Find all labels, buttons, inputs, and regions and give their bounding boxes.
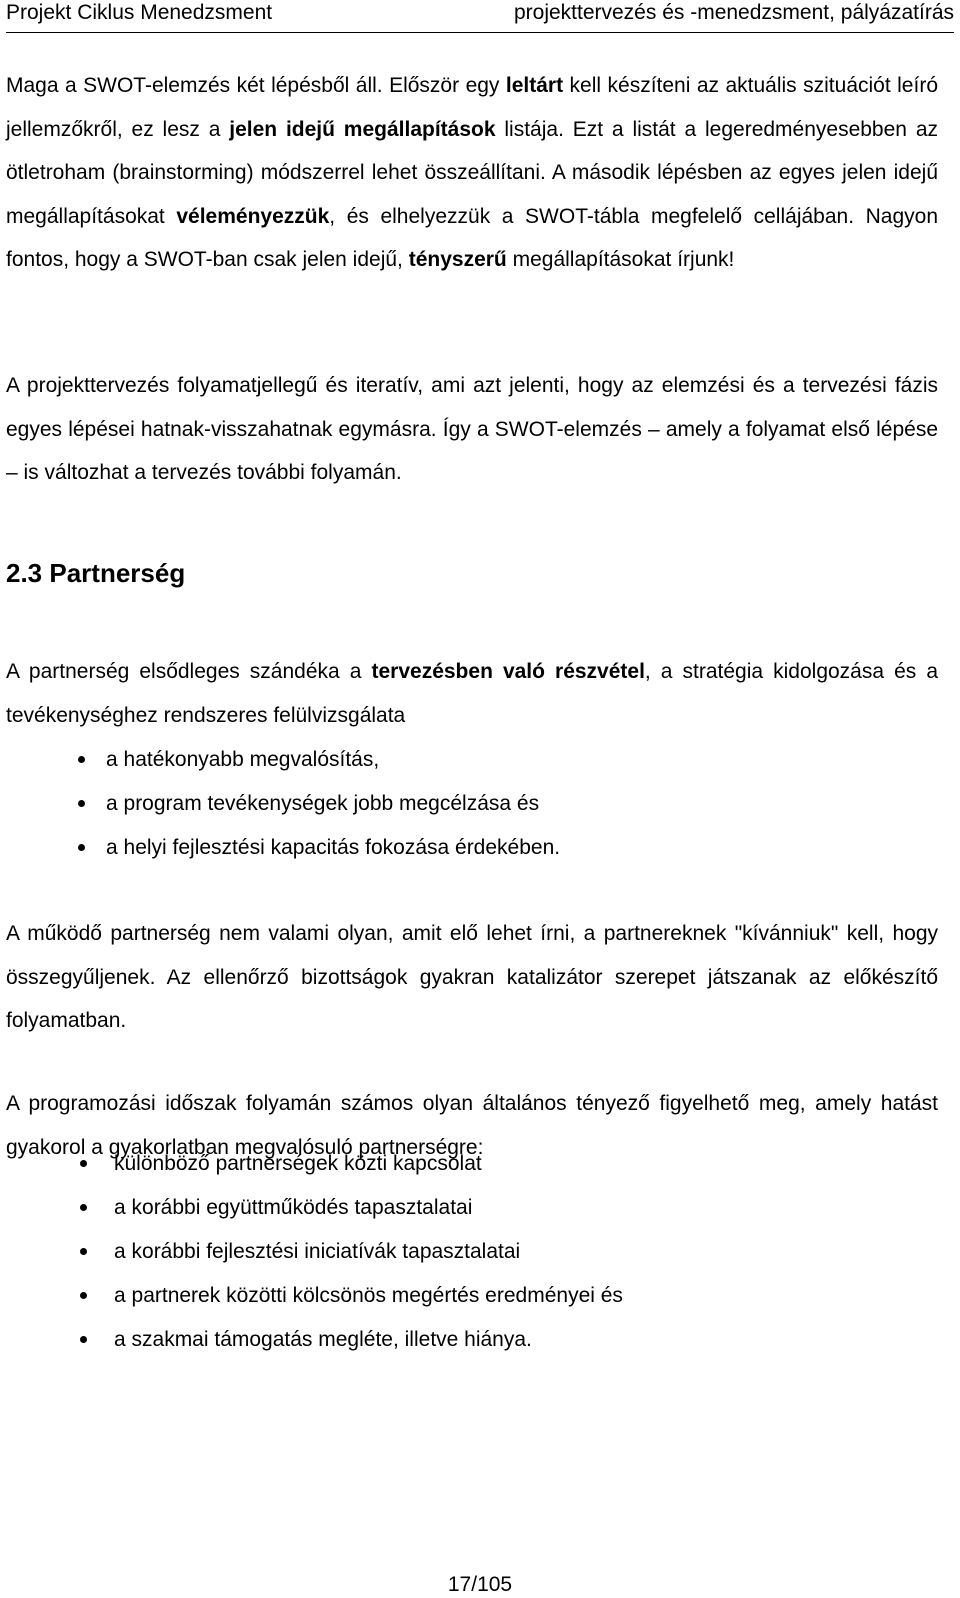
- list-item-text: a helyi fejlesztési kapacitás fokozása érdekében.: [106, 836, 561, 859]
- emphasis-jelen-ideju: jelen idejű megállapítások: [229, 117, 496, 141]
- text-run: , és elhelyezzük a SWOT-tábla megfelelő cellájában. Nagyon fontos, hogy a SWOT-ban csak jelen idejű,: [6, 204, 938, 271]
- text-run: Maga a SWOT-elemzés két lépésből áll. Először egy: [6, 74, 506, 97]
- paragraph-programming-period: A programozási időszak folyamán számos olyan általános tényező figyelhető meg, amely hatást gyakorol a gyakorlatban megvalósuló partnerségre:: [6, 1092, 938, 1159]
- list-item: [78, 782, 560, 826]
- bullet-icon: [78, 800, 85, 807]
- list-item: [78, 1186, 623, 1230]
- list-item: [78, 1142, 623, 1186]
- bullet-icon: [80, 1292, 87, 1299]
- page-number: 17/105: [447, 1573, 513, 1596]
- list-item-text: a korábbi együttműködés tapasztalatai: [114, 1196, 473, 1219]
- list-item-text: a program tevékenységek jobb megcélzása és: [106, 792, 540, 815]
- paragraph-iterative-planning: A projekttervezés folyamatjellegű és iteratív, ami azt jelenti, hogy az elemzési és a tervezési fázis egyes lépései hatnak-visszahatnak egymásra. Így a SWOT-elemzés – amely a folyamat első lépése – is változhat a tervezés további folyamán.: [6, 374, 938, 484]
- emphasis-tervezesben: tervezésben való részvétel: [371, 660, 645, 683]
- bullet-icon: [80, 1248, 87, 1255]
- bullet-list-factors: [78, 1142, 623, 1362]
- emphasis-velemenyezzuk: véleményezzük: [176, 204, 330, 228]
- paragraph-swot-steps: [6, 64, 938, 282]
- bullet-icon: [80, 1336, 87, 1343]
- list-item-text: a korábbi fejlesztési iniciatívák tapasztalatai: [114, 1240, 521, 1263]
- bullet-icon: [78, 844, 85, 851]
- header-left-title: Projekt Ciklus Menedzsment: [6, 1, 273, 24]
- list-item: [78, 826, 560, 870]
- text-run: A partnerség elsődleges szándéka a: [6, 660, 372, 683]
- text-run: megállapításokat írjunk!: [506, 248, 735, 271]
- page-header: [6, 0, 954, 33]
- list-item-text: a partnerek közötti kölcsönös megértés eredményei és: [114, 1284, 623, 1307]
- paragraph-partnership-intent: [6, 650, 938, 737]
- paragraph-working-partnership: A működő partnerség nem valami olyan, amit elő lehet írni, a partnereknek "kívánniuk" kell, hogy összegyűljenek. Az ellenőrző bizottságok gyakran katalizátor szerepet játszanak az előkészítő folyamatban.: [6, 922, 938, 1032]
- text-run: listája. Ezt a listát a legeredményesebben az ötletroham (brainstorming) módszerrel lehet összeállítani. A második lépésben az egyes jelen idejű megállapításokat: [6, 117, 938, 228]
- bullet-icon: [80, 1204, 87, 1211]
- emphasis-leltart: leltárt: [505, 74, 564, 97]
- bullet-list-purposes: [78, 738, 560, 870]
- header-right-title: projekttervezés és -menedzsment, pályázatírás: [513, 1, 954, 24]
- bullet-icon: [78, 756, 85, 763]
- text-run: kell készíteni az aktuális szituációt leíró jellemzőkről, ez lesz a: [6, 74, 938, 141]
- list-item: [78, 738, 560, 782]
- list-item: [78, 1274, 623, 1318]
- list-item-text: különböző partnerségek közti kapcsolat: [114, 1152, 482, 1175]
- bullet-icon: [80, 1160, 87, 1167]
- list-item-text: a szakmai támogatás megléte, illetve hiánya.: [114, 1328, 532, 1351]
- section-heading: 2.3 Partnerség: [6, 558, 186, 588]
- text-run: , a stratégia kidolgozása és a tevékenységhez rendszeres felülvizsgálata: [6, 660, 939, 727]
- list-item: [78, 1318, 623, 1362]
- list-item: [78, 1230, 623, 1274]
- list-item-text: a hatékonyabb megvalósítás,: [106, 748, 380, 771]
- emphasis-tenyszeru: tényszerű: [408, 248, 507, 271]
